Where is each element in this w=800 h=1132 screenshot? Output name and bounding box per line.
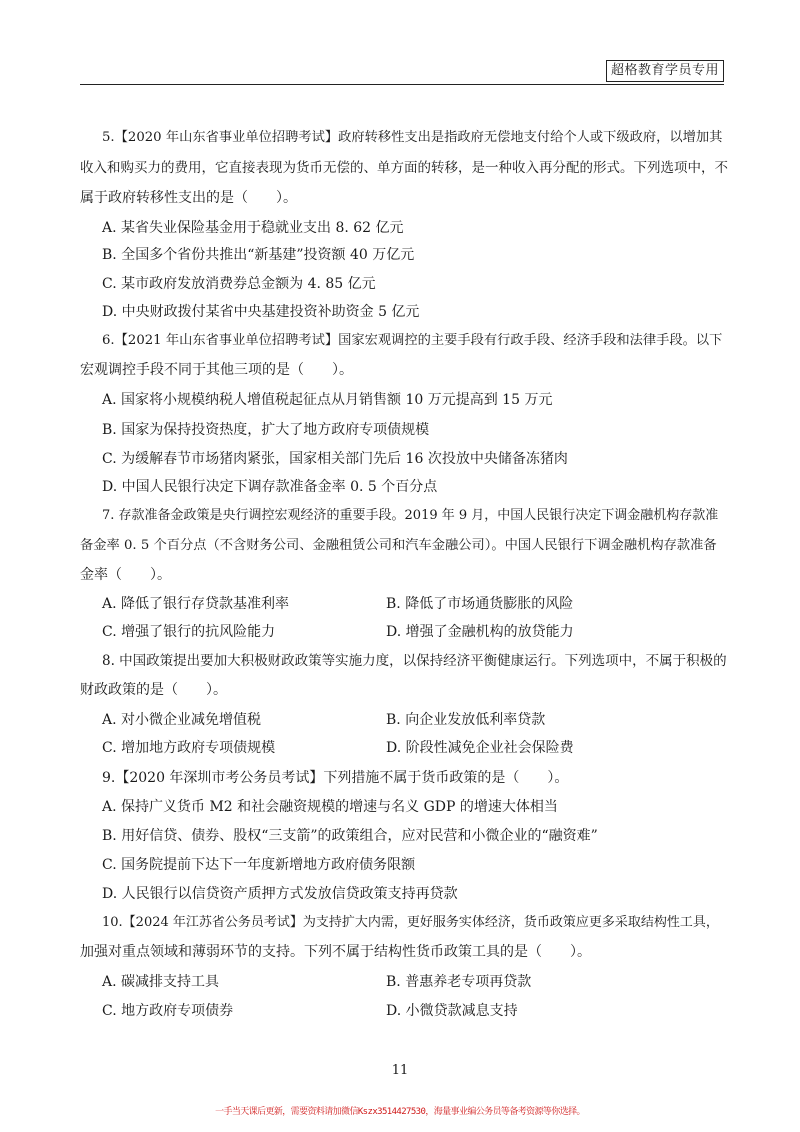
q5-stem-line3: 属于政府转移性支出的是（ ）。 [80, 190, 297, 206]
q5-option-a: A. 某省失业保险基金用于稳就业支出 8. 62 亿元 [102, 220, 404, 236]
q5-option-b: B. 全国多个省份共推出“新基建”投资额 40 万亿元 [102, 247, 415, 263]
q7-option-c: C. 增强了银行的抗风险能力 [102, 624, 276, 640]
q8-stem-line1: 8. 中国政策提出要加大积极财政政策等实施力度，以保持经济平衡健康运行。下列选项中，不属于积极的 [102, 653, 727, 669]
q9-stem: 9.【2020 年深圳市考公务员考试】下列措施不属于货币政策的是（ ）。 [102, 770, 569, 786]
q10-stem-line2: 加强对重点领域和薄弱环节的支持。下列不属于结构性货币政策工具的是（ ）。 [80, 944, 591, 960]
q7-option-a: A. 降低了银行存贷款基准利率 [102, 596, 290, 612]
q6-option-d: D. 中国人民银行决定下调存款准备金率 0. 5 个百分点 [102, 479, 438, 495]
promo-footer: 一手当天课后更新，需要资料请加微信Kszx3514427530，海量事业编公务员等备考资源等你选择。 [215, 1107, 585, 1117]
q9-option-a: A. 保持广义货币 M2 和社会融资规模的增速与名义 GDP 的增速大体相当 [102, 799, 558, 815]
q5-stem-line1: 5.【2020 年山东省事业单位招聘考试】政府转移性支出是指政府无偿地支付给个人或下级政府，以增加其 [102, 130, 723, 145]
q9-option-d: D. 人民银行以信贷资产质押方式发放信贷政策支持再贷款 [102, 886, 458, 902]
page-number: 11 [391, 1063, 409, 1078]
q7-option-d: D. 增强了金融机构的放贷能力 [386, 624, 574, 640]
q10-stem-line1: 10.【2024 年江苏省公务员考试】为支持扩大内需，更好服务实体经济，货币政策应更多采取结构性工具， [102, 915, 719, 930]
q8-option-b: B. 向企业发放低利率贷款 [386, 712, 546, 728]
q7-stem-line1: 7. 存款准备金政策是央行调控宏观经济的重要手段。2019 年 9 月，中国人民银行决定下调金融机构存款准 [102, 508, 719, 523]
q6-option-a: A. 国家将小规模纳税人增值税起征点从月销售额 10 万元提高到 15 万元 [102, 392, 553, 408]
q6-stem-line2: 宏观调控手段不同于其他三项的是（ ）。 [80, 362, 353, 378]
q6-stem-line1: 6.【2021 年山东省事业单位招聘考试】国家宏观调控的主要手段有行政手段、经济手段和法律手段。以下 [102, 333, 723, 348]
header-tag: 超格教育学员专用 [606, 60, 724, 82]
q7-stem-line2: 备金率 0. 5 个百分点（不含财务公司、金融租赁公司和汽车金融公司）。中国人民银行下调金融机构存款准备 [80, 538, 717, 553]
q9-option-b: B. 用好信贷、债券、股权“三支箭”的政策组合，应对民营和小微企业的“融资难” [102, 828, 598, 844]
q5-option-d: D. 中央财政拨付某省中央基建投资补助资金 5 亿元 [102, 304, 420, 320]
q5-stem-line2: 收入和购买力的费用，它直接表现为货币无偿的、单方面的转移，是一种收入再分配的形式。下列选项中，不 [80, 160, 728, 176]
q6-option-c: C. 为缓解春节市场猪肉紧张，国家相关部门先后 16 次投放中央储备冻猪肉 [102, 451, 568, 467]
q8-option-a: A. 对小微企业减免增值税 [102, 712, 262, 728]
header-rule [80, 84, 724, 85]
q8-stem-line2: 财政政策的是（ ）。 [80, 682, 227, 698]
q7-option-b: B. 降低了市场通货膨胀的风险 [386, 596, 574, 612]
q8-option-c: C. 增加地方政府专项债规模 [102, 740, 276, 756]
q10-option-b: B. 普惠养老专项再贷款 [386, 974, 532, 990]
q9-option-c: C. 国务院提前下达下一年度新增地方政府债务限额 [102, 857, 416, 873]
q10-option-a: A. 碳减排支持工具 [102, 974, 220, 990]
q10-option-c: C. 地方政府专项债券 [102, 1003, 234, 1019]
q6-option-b: B. 国家为保持投资热度，扩大了地方政府专项债规模 [102, 422, 430, 438]
q5-option-c: C. 某市政府发放消费券总金额为 4. 85 亿元 [102, 276, 376, 292]
q7-stem-line3: 金率（ ）。 [80, 567, 171, 583]
q10-option-d: D. 小微贷款减息支持 [386, 1003, 518, 1019]
q8-option-d: D. 阶段性减免企业社会保险费 [386, 740, 574, 756]
